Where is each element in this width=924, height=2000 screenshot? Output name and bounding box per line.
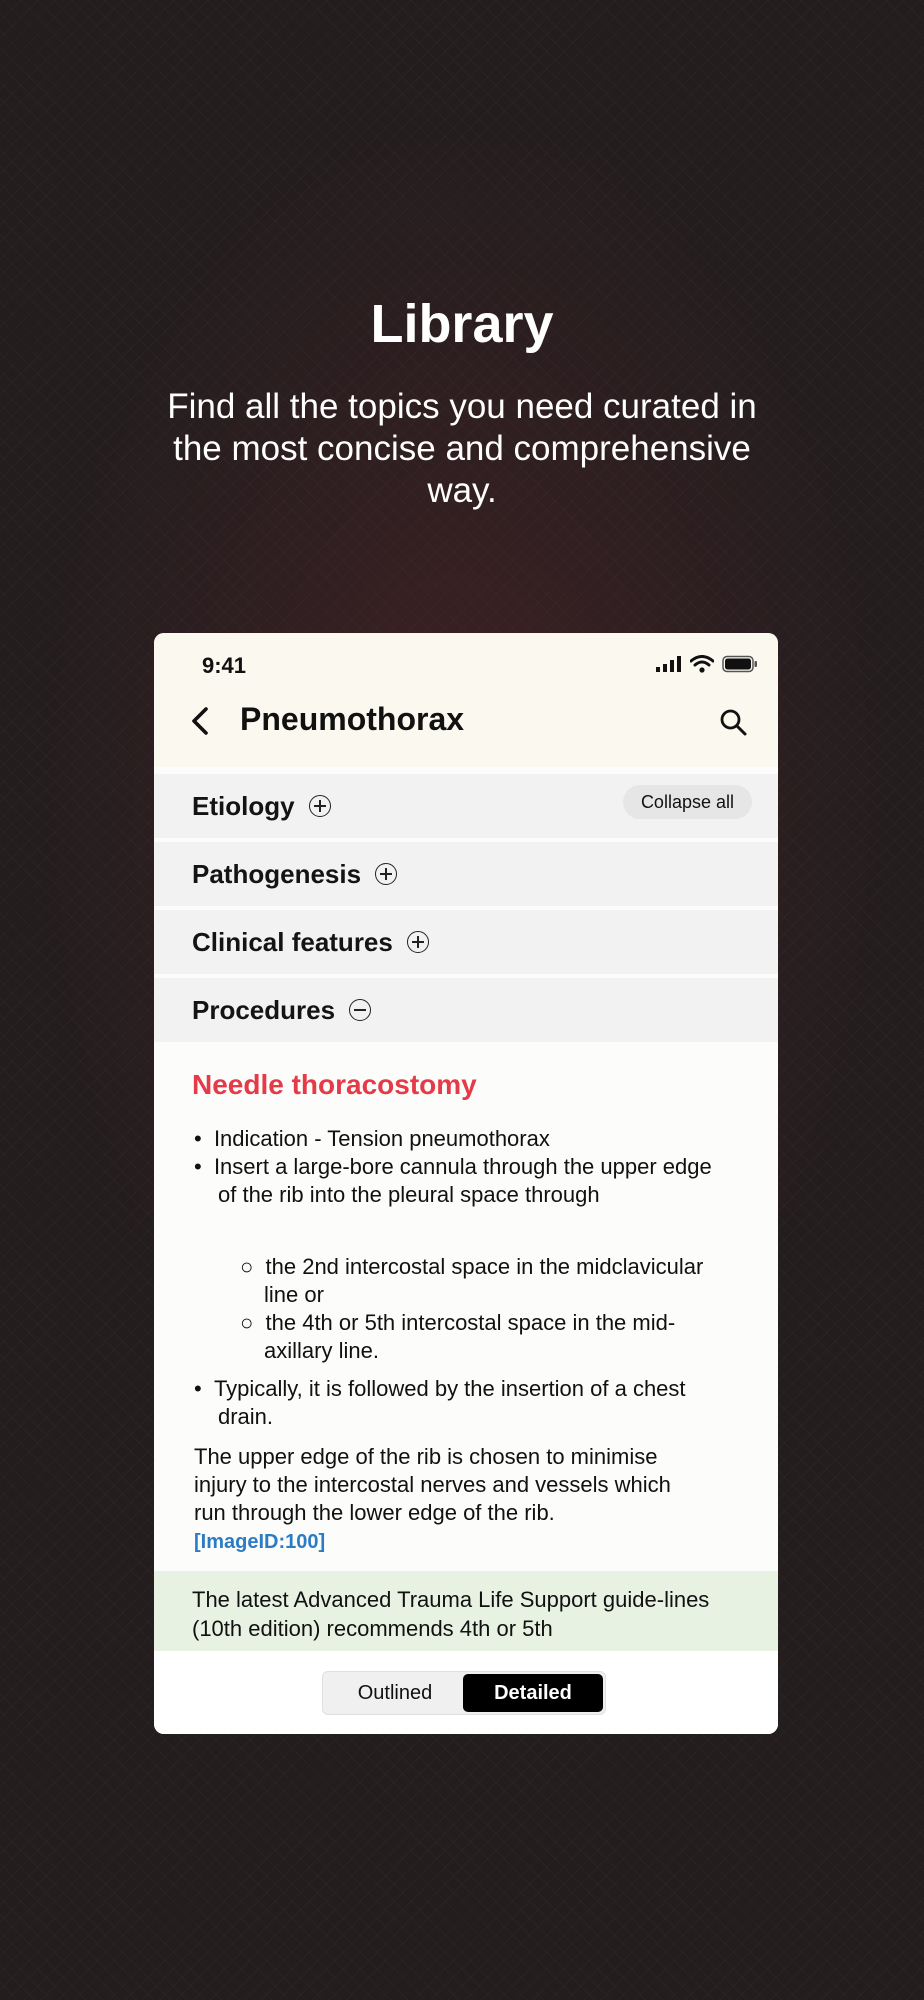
outlined-tab[interactable]: Outlined <box>357 1681 433 1704</box>
procedure-title: Needle thoracostomy <box>192 1069 477 1100</box>
note-text: The latest Advanced Trauma Life Support guide-lines (10th edition) recommends 4th or 5th <box>192 1587 710 1641</box>
search-icon[interactable] <box>718 707 748 737</box>
app-header <box>154 633 778 767</box>
section-clinical-features[interactable] <box>154 910 778 974</box>
hero-title: Library <box>370 294 554 354</box>
collapse-minus-icon[interactable] <box>349 999 371 1021</box>
note-box <box>154 1571 778 1651</box>
phone-screen <box>154 633 778 1734</box>
status-icons <box>656 655 758 673</box>
sub-bullet-text: the 4th or 5th intercostal space in the mid-axillary line. <box>264 1310 676 1363</box>
paragraph-text: The upper edge of the rib is chosen to minimise injury to the intercostal nerves and vessels which run through the lower edge of the rib. <box>194 1444 671 1525</box>
expand-plus-icon[interactable] <box>309 795 331 817</box>
procedure-paragraph <box>194 1443 694 1556</box>
sub-bullet-item: ○ the 4th or 5th intercostal space in the mid-axillary line. <box>240 1310 676 1363</box>
section-label: Clinical features <box>192 926 393 957</box>
bullet-item: • Insert a large-bore cannula through the upper edge of the rib into the pleural space through <box>194 1154 712 1207</box>
section-label: Etiology <box>192 790 295 821</box>
battery-icon <box>722 655 758 673</box>
detailed-tab[interactable]: Detailed <box>463 1674 603 1712</box>
sub-bullet-text: the 2nd intercostal space in the midclavicular line or <box>264 1254 704 1307</box>
hero-subtitle: Find all the topics you need curated in the most concise and comprehensive way. <box>167 387 757 510</box>
section-label: Procedures <box>192 994 336 1025</box>
expand-plus-icon[interactable] <box>407 931 429 953</box>
procedures-content <box>154 1045 778 1553</box>
bullet-text: Typically, it is followed by the insertion of a chest drain. <box>213 1376 686 1429</box>
section-procedures[interactable] <box>154 978 778 1042</box>
expand-plus-icon[interactable] <box>375 863 397 885</box>
view-toggle-bar <box>154 1651 778 1734</box>
wifi-icon <box>690 655 714 673</box>
section-pathogenesis[interactable] <box>154 842 778 906</box>
back-chevron-icon[interactable] <box>186 703 216 739</box>
page-title: Pneumothorax <box>240 701 465 737</box>
view-toggle <box>322 1671 606 1715</box>
bullet-text: Insert a large-bore cannula through the upper edge of the rib into the pleural space through <box>213 1154 712 1207</box>
bullet-text: Indication - Tension pneumothorax <box>213 1126 550 1151</box>
signal-icon <box>656 656 682 672</box>
bullet-item: • Indication - Tension pneumothorax <box>194 1126 550 1151</box>
sub-bullet-item: ○ the 2nd intercostal space in the midclavicular line or <box>240 1254 704 1307</box>
image-reference-link[interactable]: [ImageID:100] <box>194 1531 326 1553</box>
collapse-all-button[interactable]: Collapse all <box>623 785 752 819</box>
bullet-item: • Typically, it is followed by the insertion of a chest drain. <box>194 1376 686 1429</box>
section-label: Pathogenesis <box>192 858 362 889</box>
status-time: 9:41 <box>202 653 247 678</box>
